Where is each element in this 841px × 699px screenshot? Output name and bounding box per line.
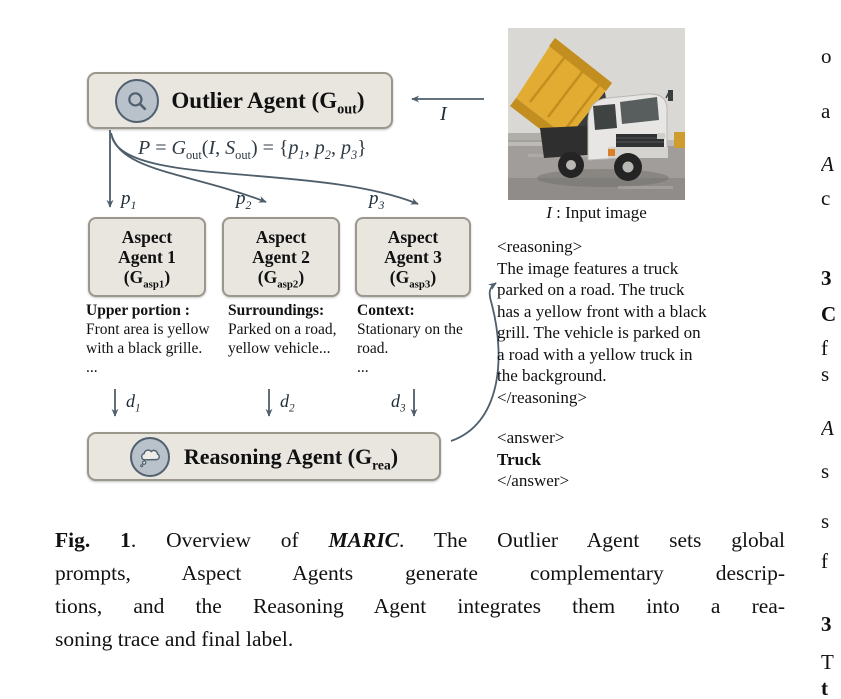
column-text-fragment: o [821,44,832,68]
column-text-fragment: 3 [821,266,832,290]
reasoning-line: the background. [497,366,607,385]
p2-label: $p_2$ [236,188,252,212]
column-text-fragment: c [821,186,831,210]
aspect-agent-1-box [88,217,206,297]
caption-line: Fig. 1. Overview of MARIC. The Outlier Agent sets global [55,528,786,552]
aspect-agent-3-box [355,217,471,297]
d1-label: $d_1$ [126,391,141,415]
column-text-fragment: A [821,416,834,440]
column-text-fragment: f [821,336,828,360]
aspect-agent-2-title: Aspect Agent 2 $(G_{asp2})$ [252,227,310,291]
column-text-fragment: t [821,676,828,699]
caption-line: prompts, Aspect Agents generate complementary descrip- [55,561,785,585]
reasoning-line: a road with a yellow truck in [497,344,693,364]
input-image-caption: I : Input image [546,203,647,222]
d3-label: $d_3$ [391,391,406,415]
aspect-1-description: Upper portion : Front area is yellow with a black grille. ... [86,302,210,376]
caption-line: soning trace and final label. [55,627,294,651]
answer-label: Truck [497,449,542,469]
aspect-agent-3-title: Aspect Agent 3 $(G_{asp3})$ [384,227,442,291]
figure-caption [55,524,785,656]
column-text-fragment: s [821,509,830,533]
answer-close-tag: </answer> [497,471,570,490]
reasoning-line: has a yellow front with a black [497,301,707,321]
column-text-fragment: f [821,549,828,573]
reasoning-line: parked on a road. The truck [497,280,685,299]
aspect-agent-2-box [222,217,340,297]
magnifier-icon [115,79,159,123]
p3-label: $p_3$ [369,188,385,212]
p1-label: $p_1$ [121,188,137,212]
column-text-fragment: 3 [821,612,832,636]
column-text-fragment: C [821,302,837,326]
reasoning-line: </reasoning> [497,387,587,407]
adjacent-column-clipped-text [821,0,841,699]
caption-line: tions, and the Reasoning Agent integrates them into a rea- [55,594,785,618]
prompt-formula: $P = G_{out}(I$, $S_{out}) = \{p_1$, $p_2$, $p_3$} [138,137,367,162]
column-text-fragment: A [821,152,834,176]
thought-bubble-icon [130,437,170,477]
input-arrow-label: I [440,103,447,125]
answer-open-tag: <answer> [497,428,565,447]
d2-label: $d_2$ [280,391,295,415]
column-text-fragment: a [821,99,831,123]
column-text-fragment: T [821,650,834,674]
reasoning-line: <reasoning> [497,237,583,256]
outlier-agent-title: Outlier Agent $(G_{out})$ [171,87,365,118]
answer-text [497,427,569,492]
aspect-agent-1-title: Aspect Agent 1 $(G_{asp1})$ [118,227,176,291]
reasoning-line: grill. The vehicle is parked on [497,323,701,342]
reasoning-trace-text [497,236,707,408]
reasoning-line: The image features a truck [497,258,679,278]
outlier-agent-box [87,72,393,129]
aspect-2-description: Surroundings: Parked on a road, yellow vehicle... [228,302,337,357]
column-text-fragment: s [821,459,830,483]
aspect-3-description: Context: Stationary on the road. ... [357,302,463,376]
column-text-fragment: s [821,362,830,386]
reasoning-agent-box [87,432,441,481]
reasoning-agent-title: Reasoning Agent $(G_{rea})$ [183,443,399,472]
input-image-truck [508,28,685,200]
